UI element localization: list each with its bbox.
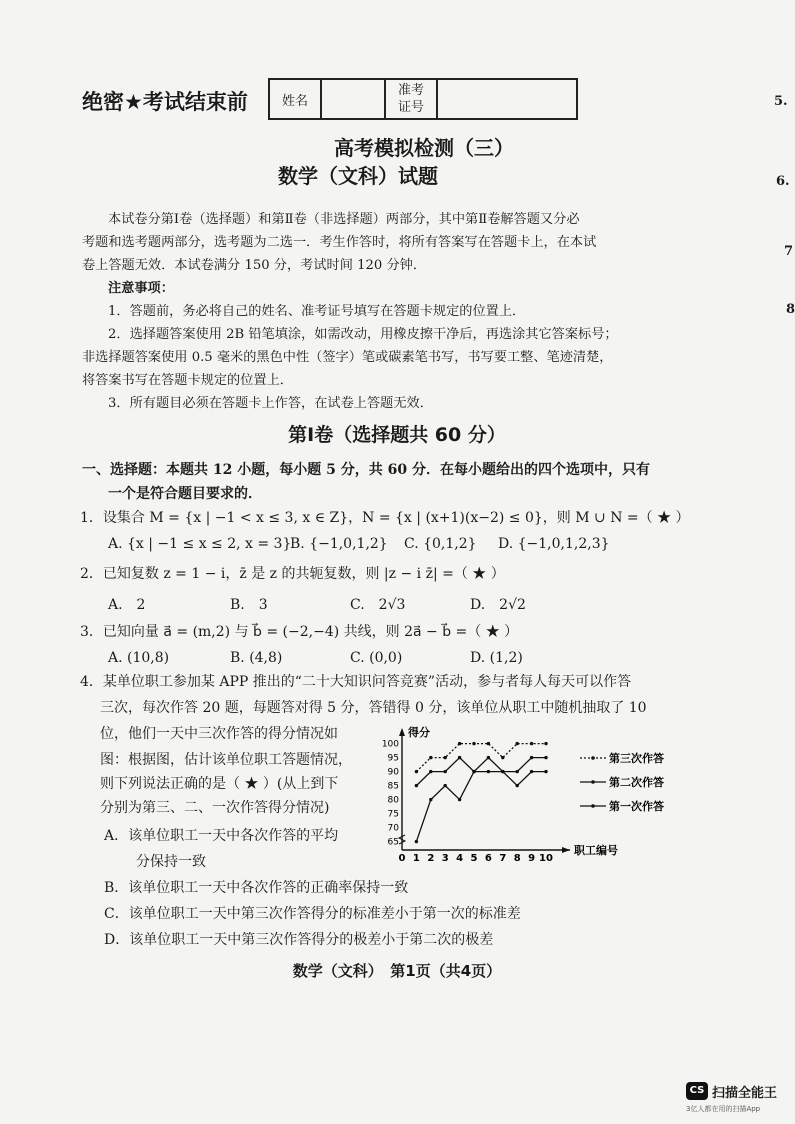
y-tick-label: 85	[387, 781, 399, 792]
data-point	[444, 770, 447, 773]
x-tick-label: 10	[539, 853, 553, 864]
legend-marker	[591, 756, 595, 760]
y-tick-label: 100	[381, 739, 399, 750]
x-tick-label: 1	[412, 853, 420, 864]
subject-title: 数学（文科）试题	[278, 164, 438, 188]
y-tick-label: 65	[387, 837, 399, 848]
legend-label: 第二次作答	[609, 776, 664, 789]
data-point	[487, 770, 490, 773]
x-tick-label: 3	[441, 853, 449, 864]
exam-id-field	[437, 79, 577, 119]
x-axis-label: 职工编号	[574, 844, 618, 857]
side-number: 5.	[774, 94, 788, 109]
score-line-chart	[380, 722, 680, 862]
y-tick-label: 80	[387, 795, 399, 806]
data-point	[501, 756, 504, 759]
part-instruction: 一、选择题：本题共 12 小题，每小题 5 分，共 60 分．在每小题给出的四个选项中，只有	[82, 462, 650, 478]
intro-line: 本试卷分第Ⅰ卷（选择题）和第Ⅱ卷（非选择题）两部分，其中第Ⅱ卷解答题又分必	[108, 212, 580, 227]
q1-option-b: B. {−1,0,1,2}	[290, 536, 388, 552]
q1-option-a: A. {x | −1 ≤ x ≤ 2, x = 3}	[108, 536, 292, 552]
x-tick-label: 5	[470, 853, 478, 864]
x-tick-label: 7	[499, 853, 507, 864]
q1-option-c: C. {0,1,2}	[404, 536, 477, 552]
side-number: 6.	[776, 174, 790, 189]
question-4-line: 分别为第三、二、一次作答得分情况)	[100, 800, 330, 816]
data-point	[516, 784, 519, 787]
intro-line: 卷上答题无效．本试卷满分 150 分，考试时间 120 分钟．	[82, 258, 427, 273]
data-point	[429, 756, 432, 759]
x-axis-arrow	[562, 847, 570, 853]
data-point	[516, 742, 519, 745]
page-footer: 数学（文科） 第1页（共4页）	[292, 962, 502, 980]
legend-marker	[591, 780, 595, 784]
notice-line: 非选择题答案使用 0.5 毫米的黑色中性（签字）笔或碳素笔书写，书写要工整、笔迹清楚，	[82, 350, 613, 365]
question-4-line: 图：根据图，估计该单位职工答题情况，	[100, 752, 352, 768]
data-point	[458, 742, 461, 745]
data-point	[458, 798, 461, 801]
data-point	[487, 756, 490, 759]
data-point	[487, 742, 490, 745]
question-4-line: 4．某单位职工参加某 APP 推出的“二十大知识问答竞赛”活动，参与者每人每天可以作答	[80, 674, 632, 690]
x-tick-label: 6	[484, 853, 492, 864]
data-point	[458, 756, 461, 759]
data-point	[516, 770, 519, 773]
data-point	[429, 770, 432, 773]
data-point	[444, 756, 447, 759]
scanner-logo: CS	[686, 1082, 708, 1100]
part-instruction: 一个是符合题目要求的．	[108, 486, 262, 502]
q2-option-a: A. 2	[108, 597, 146, 613]
legend-label: 第一次作答	[609, 800, 664, 813]
legend-label: 第三次作答	[609, 752, 664, 765]
q3-option-c: C. (0,0)	[350, 650, 403, 666]
data-point	[501, 770, 504, 773]
data-point	[544, 770, 547, 773]
x-tick-label: 8	[513, 853, 521, 864]
question-4-line: 则下列说法正确的是（ ★ ）(从上到下	[100, 776, 339, 792]
exam-id-label: 准考 证号	[385, 79, 437, 119]
series-line	[416, 744, 546, 772]
notice-title: 注意事项：	[108, 281, 174, 296]
x-tick-label: 9	[528, 853, 536, 864]
question-2-stem: 2．已知复数 z = 1 − i，z̄ 是 z 的共轭复数，则 |z − i z̄| =（ ★ ）	[80, 566, 505, 582]
q3-option-b: B. (4,8)	[230, 650, 283, 666]
y-tick-label: 95	[387, 753, 399, 764]
data-point	[415, 770, 418, 773]
data-point	[530, 770, 533, 773]
q4-option-c: C．该单位职工一天中第三次作答得分的标准差小于第一次的标准差	[104, 906, 521, 922]
data-point	[472, 770, 475, 773]
data-point	[415, 840, 418, 843]
data-point	[415, 784, 418, 787]
data-point	[444, 784, 447, 787]
data-point	[530, 742, 533, 745]
q3-option-d: D. (1,2)	[470, 650, 523, 666]
name-label: 姓名	[269, 79, 321, 119]
data-point	[544, 756, 547, 759]
data-point	[429, 798, 432, 801]
x-tick-label: 2	[427, 853, 435, 864]
y-axis-arrow	[399, 728, 405, 736]
notice-line: 3．所有题目必须在答题卡上作答，在试卷上答题无效．	[108, 396, 433, 411]
question-4-line: 三次，每次作答 20 题，每题答对得 5 分，答错得 0 分，该单位从职工中随机抽取了 10	[100, 700, 647, 716]
notice-line: 2．选择题答案使用 2B 铅笔填涂，如需改动，用橡皮擦干净后，再选涂其它答案标号；	[108, 327, 618, 342]
series-line	[416, 772, 546, 842]
y-tick-label: 70	[387, 823, 399, 834]
scanner-tagline: 3亿人都在用的扫描App	[686, 1105, 761, 1113]
x-tick-label: 0	[398, 853, 406, 864]
data-point	[472, 742, 475, 745]
section-title: 第Ⅰ卷（选择题共 60 分）	[288, 424, 506, 446]
question-4-line: 位，他们一天中三次作答的得分情况如	[100, 726, 338, 742]
notice-line: 将答案书写在答题卡规定的位置上．	[82, 373, 293, 388]
q4-option-b: B．该单位职工一天中各次作答的正确率保持一致	[104, 880, 409, 896]
name-id-box	[268, 78, 578, 120]
data-point	[530, 756, 533, 759]
q4-option-d: D．该单位职工一天中第三次作答得分的极差小于第二次的极差	[104, 932, 494, 948]
question-1-stem: 1．设集合 M = {x | −1 < x ≤ 3, x ∈ Z}，N = {x | (x+1)(x−2) ≤ 0}，则 M ∪ N =（ ★ ）	[80, 510, 690, 526]
notice-line: 1．答题前，务必将自己的姓名、准考证号填写在答题卡规定的位置上．	[108, 304, 526, 319]
data-point	[544, 742, 547, 745]
q1-option-d: D. {−1,0,1,2,3}	[498, 536, 610, 552]
y-axis-label: 得分	[408, 726, 430, 739]
confidential-label: 绝密★考试结束前	[82, 90, 248, 114]
side-number: 8	[786, 302, 795, 317]
side-number: 7	[784, 244, 794, 259]
q4-option-a-cont: 分保持一致	[136, 854, 206, 870]
scanner-name: 扫描全能王	[712, 1086, 778, 1101]
x-tick-label: 4	[456, 853, 464, 864]
name-field	[321, 79, 385, 119]
q3-option-a: A. (10,8)	[108, 650, 170, 666]
q2-option-d: D. 2√2	[470, 597, 526, 613]
axis-break	[399, 835, 405, 844]
y-tick-label: 90	[387, 767, 399, 778]
y-tick-label: 75	[387, 809, 399, 820]
legend-marker	[591, 804, 595, 808]
question-3-stem: 3．已知向量 a⃗ = (m,2) 与 b⃗ = (−2,−4) 共线，则 2a⃗ − b⃗ =（ ★ ）	[80, 624, 519, 640]
q2-option-b: B. 3	[230, 597, 268, 613]
intro-line: 考题和选考题两部分，选考题为二选一．考生作答时，将所有答案写在答题卡上，在本试	[82, 235, 597, 250]
exam-title: 高考模拟检测（三）	[334, 136, 514, 160]
q2-option-c: C. 2√3	[350, 597, 406, 613]
q4-option-a: A．该单位职工一天中各次作答的平均	[104, 828, 339, 844]
